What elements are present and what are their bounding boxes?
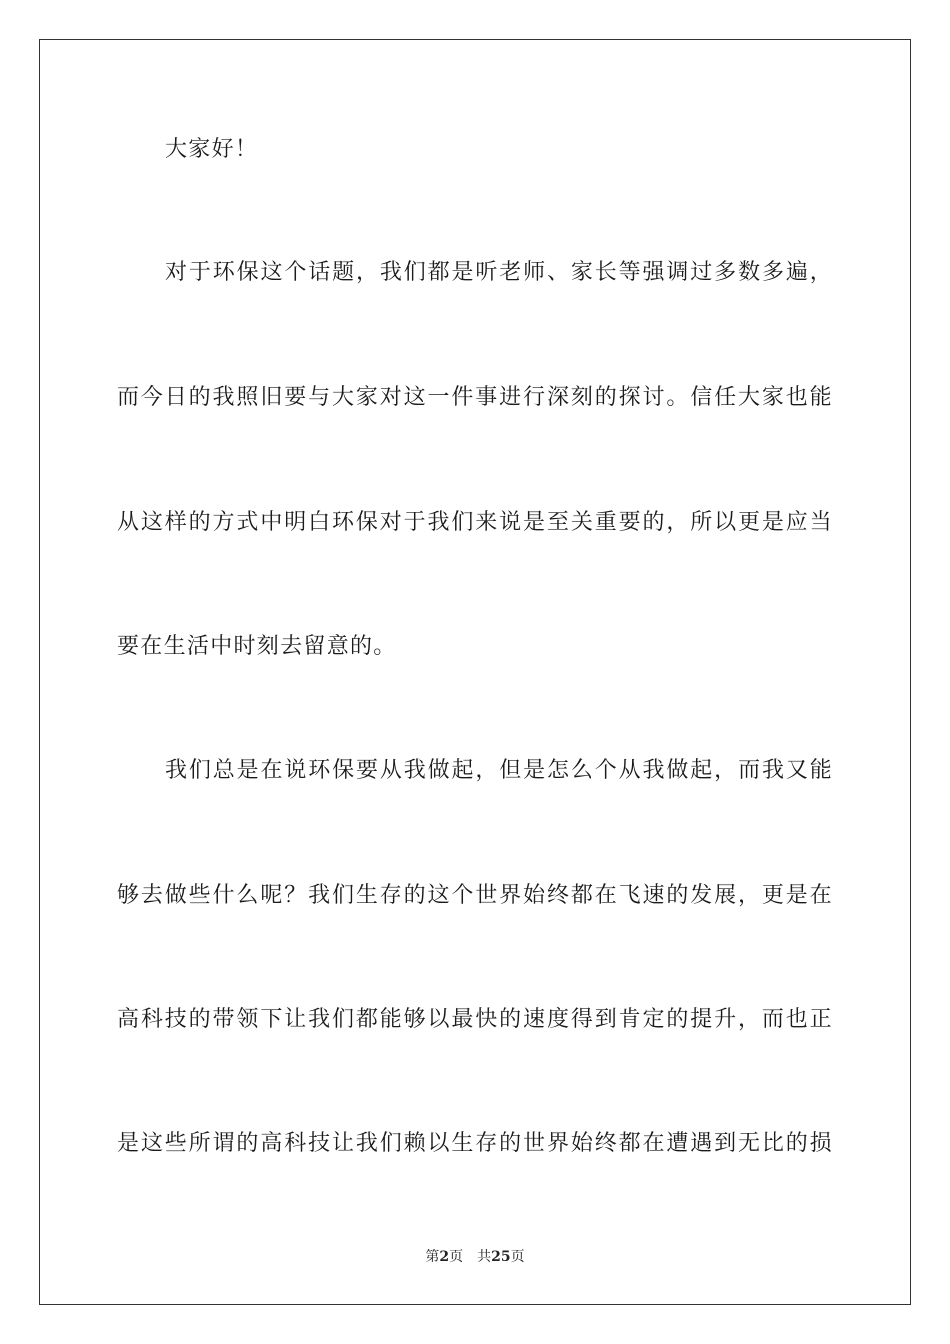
page-prefix: 第	[425, 1249, 440, 1265]
total-page-count: 25	[491, 1249, 511, 1265]
paragraph-1-line-3: 从这样的方式中明白环保对于我们来说是至关重要的，所以更是应当	[117, 510, 833, 535]
total-suffix: 页	[510, 1249, 525, 1265]
greeting-line: 大家好！	[165, 137, 259, 162]
paragraph-1-line-4: 要在生活中时刻去留意的。	[117, 634, 397, 659]
paragraph-2-line-3: 高科技的带领下让我们都能够以最快的速度得到肯定的提升，而也正	[117, 1007, 833, 1032]
paragraph-1-line-1: 对于环保这个话题，我们都是听老师、家长等强调过多数多遍，	[165, 260, 833, 285]
page-suffix: 页	[449, 1249, 464, 1265]
total-prefix: 共	[477, 1249, 492, 1265]
page-number-footer	[0, 1248, 950, 1266]
paragraph-2-line-2: 够去做些什么呢？我们生存的这个世界始终都在飞速的发展，更是在	[117, 883, 833, 908]
paragraph-2-line-1: 我们总是在说环保要从我做起，但是怎么个从我做起，而我又能	[165, 758, 833, 783]
paragraph-1-line-2: 而今日的我照旧要与大家对这一件事进行深刻的探讨。信任大家也能	[117, 385, 833, 410]
paragraph-2-line-4: 是这些所谓的高科技让我们赖以生存的世界始终都在遭遇到无比的损	[117, 1131, 833, 1156]
current-page-number: 2	[439, 1249, 450, 1265]
page-border	[39, 39, 911, 1305]
